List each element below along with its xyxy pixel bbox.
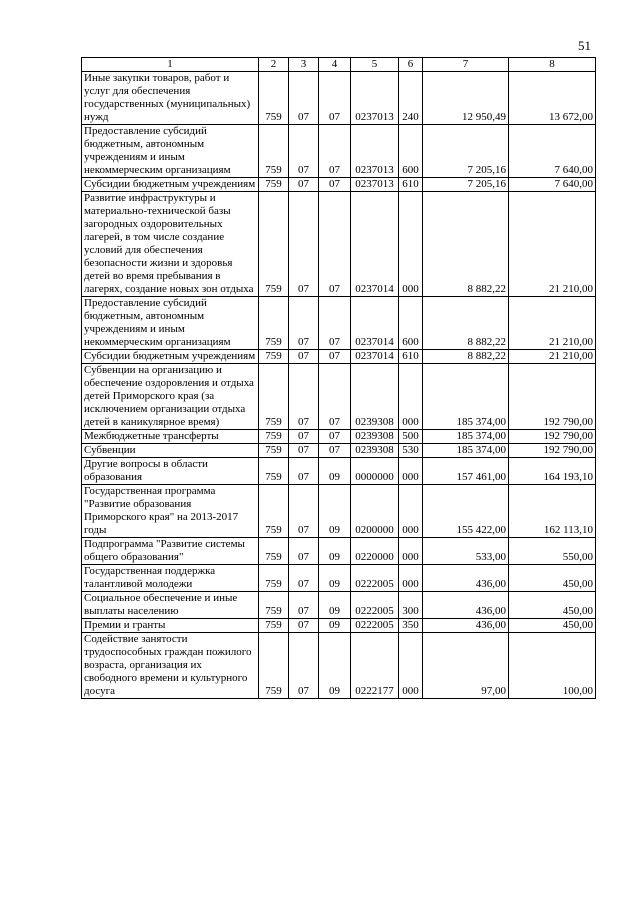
cell-ministry: 759 xyxy=(259,565,289,592)
cell-subsection: 09 xyxy=(319,633,351,699)
cell-amount-1: 8 882,22 xyxy=(423,192,509,297)
cell-expense-type: 000 xyxy=(399,633,423,699)
cell-section: 07 xyxy=(289,444,319,458)
table-row xyxy=(82,297,596,350)
cell-target-article: 0220000 xyxy=(351,538,399,565)
cell-expense-type: 000 xyxy=(399,565,423,592)
cell-section: 07 xyxy=(289,72,319,125)
cell-target-article: 0237013 xyxy=(351,72,399,125)
cell-section: 07 xyxy=(289,565,319,592)
cell-expense-type: 300 xyxy=(399,592,423,619)
cell-ministry: 759 xyxy=(259,192,289,297)
cell-target-article: 0237014 xyxy=(351,297,399,350)
cell-expense-type: 500 xyxy=(399,430,423,444)
cell-ministry: 759 xyxy=(259,297,289,350)
cell-subsection: 07 xyxy=(319,125,351,178)
cell-amount-1: 8 882,22 xyxy=(423,297,509,350)
cell-amount-2: 192 790,00 xyxy=(509,444,596,458)
cell-section: 07 xyxy=(289,350,319,364)
cell-subsection: 07 xyxy=(319,430,351,444)
cell-subsection: 09 xyxy=(319,485,351,538)
cell-amount-1: 185 374,00 xyxy=(423,430,509,444)
cell-subsection: 07 xyxy=(319,178,351,192)
cell-ministry: 759 xyxy=(259,178,289,192)
cell-amount-1: 436,00 xyxy=(423,619,509,633)
cell-amount-1: 533,00 xyxy=(423,538,509,565)
cell-section: 07 xyxy=(289,364,319,430)
cell-target-article: 0237014 xyxy=(351,350,399,364)
cell-expense-type: 240 xyxy=(399,72,423,125)
cell-expense-type: 610 xyxy=(399,178,423,192)
table-row xyxy=(82,485,596,538)
cell-ministry: 759 xyxy=(259,538,289,565)
cell-amount-2: 192 790,00 xyxy=(509,430,596,444)
cell-amount-2: 7 640,00 xyxy=(509,125,596,178)
page-number: 51 xyxy=(578,38,591,53)
cell-target-article: 0237013 xyxy=(351,178,399,192)
cell-section: 07 xyxy=(289,485,319,538)
cell-target-article: 0222005 xyxy=(351,592,399,619)
cell-target-article: 0239308 xyxy=(351,430,399,444)
table-row xyxy=(82,72,596,125)
cell-amount-1: 436,00 xyxy=(423,565,509,592)
cell-amount-2: 162 113,10 xyxy=(509,485,596,538)
cell-amount-1: 7 205,16 xyxy=(423,125,509,178)
cell-amount-2: 100,00 xyxy=(509,633,596,699)
header-cell: 5 xyxy=(351,58,399,72)
cell-section: 07 xyxy=(289,633,319,699)
cell-expense-type: 530 xyxy=(399,444,423,458)
cell-expense-type: 350 xyxy=(399,619,423,633)
cell-amount-2: 450,00 xyxy=(509,565,596,592)
row-name: Государственная поддержка талантливой молодежи xyxy=(82,565,259,592)
cell-amount-2: 13 672,00 xyxy=(509,72,596,125)
table-row xyxy=(82,592,596,619)
cell-amount-2: 164 193,10 xyxy=(509,458,596,485)
header-cell: 3 xyxy=(289,58,319,72)
cell-target-article: 0222177 xyxy=(351,633,399,699)
cell-target-article: 0237014 xyxy=(351,192,399,297)
cell-subsection: 09 xyxy=(319,619,351,633)
cell-ministry: 759 xyxy=(259,430,289,444)
cell-section: 07 xyxy=(289,125,319,178)
cell-subsection: 07 xyxy=(319,444,351,458)
cell-amount-1: 157 461,00 xyxy=(423,458,509,485)
cell-amount-2: 21 210,00 xyxy=(509,297,596,350)
cell-expense-type: 600 xyxy=(399,297,423,350)
table-row xyxy=(82,538,596,565)
row-name: Предоставление субсидий бюджетным, автономным учреждениям и иным некоммерческим организациям xyxy=(82,125,259,178)
cell-expense-type: 000 xyxy=(399,192,423,297)
header-cell: 4 xyxy=(319,58,351,72)
row-name: Субвенции xyxy=(82,444,259,458)
cell-amount-2: 450,00 xyxy=(509,619,596,633)
cell-expense-type: 000 xyxy=(399,364,423,430)
table-row xyxy=(82,633,596,699)
header-cell: 8 xyxy=(509,58,596,72)
header-cell: 1 xyxy=(82,58,259,72)
row-name: Межбюджетные трансферты xyxy=(82,430,259,444)
cell-amount-2: 450,00 xyxy=(509,592,596,619)
cell-ministry: 759 xyxy=(259,458,289,485)
cell-amount-1: 436,00 xyxy=(423,592,509,619)
cell-ministry: 759 xyxy=(259,364,289,430)
row-name: Другие вопросы в области образования xyxy=(82,458,259,485)
cell-section: 07 xyxy=(289,178,319,192)
cell-subsection: 09 xyxy=(319,565,351,592)
row-name: Субсидии бюджетным учреждениям xyxy=(82,350,259,364)
cell-amount-1: 7 205,16 xyxy=(423,178,509,192)
cell-amount-2: 7 640,00 xyxy=(509,178,596,192)
cell-section: 07 xyxy=(289,192,319,297)
cell-section: 07 xyxy=(289,430,319,444)
cell-ministry: 759 xyxy=(259,125,289,178)
table-row xyxy=(82,565,596,592)
cell-target-article: 0222005 xyxy=(351,619,399,633)
cell-section: 07 xyxy=(289,458,319,485)
cell-target-article: 0239308 xyxy=(351,364,399,430)
cell-amount-1: 97,00 xyxy=(423,633,509,699)
row-name: Предоставление субсидий бюджетным, автономным учреждениям и иным некоммерческим организациям xyxy=(82,297,259,350)
row-name: Премии и гранты xyxy=(82,619,259,633)
row-name: Развитие инфраструктуры и материально-технической базы загородных оздоровительных лагерей, в том числе создание условий для обеспечения безопасности жизни и здоровья детей во время пребывания в лагерях, создание новых зон отдыха xyxy=(82,192,259,297)
row-name: Государственная программа "Развитие образования Приморского края" на 2013-2017 годы xyxy=(82,485,259,538)
row-name: Социальное обеспечение и иные выплаты населению xyxy=(82,592,259,619)
table-row xyxy=(82,350,596,364)
cell-ministry: 759 xyxy=(259,485,289,538)
header-cell: 7 xyxy=(423,58,509,72)
table-row xyxy=(82,444,596,458)
cell-ministry: 759 xyxy=(259,350,289,364)
cell-amount-2: 21 210,00 xyxy=(509,350,596,364)
row-name: Иные закупки товаров, работ и услуг для обеспечения государственных (муниципальных) нужд xyxy=(82,72,259,125)
table-row xyxy=(82,192,596,297)
cell-subsection: 09 xyxy=(319,592,351,619)
cell-amount-2: 192 790,00 xyxy=(509,364,596,430)
cell-ministry: 759 xyxy=(259,633,289,699)
cell-expense-type: 600 xyxy=(399,125,423,178)
cell-subsection: 09 xyxy=(319,458,351,485)
row-name: Подпрограмма "Развитие системы общего образования" xyxy=(82,538,259,565)
table-row xyxy=(82,619,596,633)
row-name: Субсидии бюджетным учреждениям xyxy=(82,178,259,192)
cell-section: 07 xyxy=(289,619,319,633)
cell-amount-1: 185 374,00 xyxy=(423,364,509,430)
cell-amount-2: 550,00 xyxy=(509,538,596,565)
cell-amount-1: 12 950,49 xyxy=(423,72,509,125)
row-name: Содействие занятости трудоспособных граждан пожилого возраста, организация их свободного времени и культурного досуга xyxy=(82,633,259,699)
cell-ministry: 759 xyxy=(259,592,289,619)
cell-subsection: 07 xyxy=(319,192,351,297)
cell-amount-1: 185 374,00 xyxy=(423,444,509,458)
cell-expense-type: 610 xyxy=(399,350,423,364)
row-name: Субвенции на организацию и обеспечение оздоровления и отдыха детей Приморского края (за исключением организации отдыха детей в каникулярное время) xyxy=(82,364,259,430)
table-row xyxy=(82,125,596,178)
cell-amount-1: 8 882,22 xyxy=(423,350,509,364)
cell-expense-type: 000 xyxy=(399,538,423,565)
budget-table xyxy=(81,57,596,699)
table-row xyxy=(82,178,596,192)
cell-expense-type: 000 xyxy=(399,485,423,538)
cell-expense-type: 000 xyxy=(399,458,423,485)
table-row xyxy=(82,430,596,444)
cell-target-article: 0000000 xyxy=(351,458,399,485)
cell-ministry: 759 xyxy=(259,72,289,125)
header-cell: 6 xyxy=(399,58,423,72)
cell-subsection: 07 xyxy=(319,350,351,364)
cell-subsection: 09 xyxy=(319,538,351,565)
cell-section: 07 xyxy=(289,538,319,565)
cell-section: 07 xyxy=(289,592,319,619)
cell-subsection: 07 xyxy=(319,297,351,350)
cell-ministry: 759 xyxy=(259,619,289,633)
cell-target-article: 0200000 xyxy=(351,485,399,538)
cell-subsection: 07 xyxy=(319,72,351,125)
cell-section: 07 xyxy=(289,297,319,350)
cell-amount-2: 21 210,00 xyxy=(509,192,596,297)
header-cell: 2 xyxy=(259,58,289,72)
table-row xyxy=(82,458,596,485)
table-row xyxy=(82,364,596,430)
cell-ministry: 759 xyxy=(259,444,289,458)
cell-target-article: 0222005 xyxy=(351,565,399,592)
cell-amount-1: 155 422,00 xyxy=(423,485,509,538)
cell-subsection: 07 xyxy=(319,364,351,430)
cell-target-article: 0239308 xyxy=(351,444,399,458)
header-row xyxy=(82,58,596,72)
cell-target-article: 0237013 xyxy=(351,125,399,178)
